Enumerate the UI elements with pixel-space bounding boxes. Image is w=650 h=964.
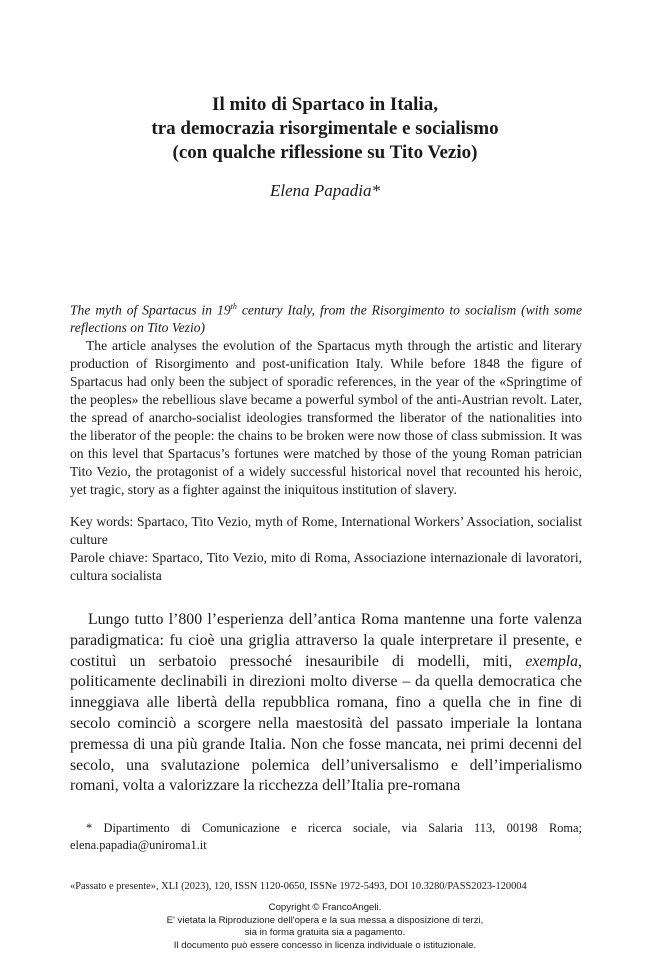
author-name: Elena Papadia* [269,181,380,200]
english-title-superscript: th [230,302,237,311]
footnote-text: * Dipartimento di Comunicazione e ricerca sociale, via Salaria 113, 00198 Roma; elena.papadia@uniroma1.it [70,821,582,852]
english-title [70,298,582,337]
keywords-italian: Parole chiave: Spartaco, Tito Vezio, mito di Roma, Associazione internazionale di lavoratori, cultura socialista [70,549,582,583]
footnote [70,820,582,854]
copyright-notice [60,902,590,952]
journal-citation: «Passato e presente», XLI (2023), 120, ISSN 1120-0650, ISSNe 1972-5493, DOI 10.3280/PASS2023-120004 [70,881,527,892]
body-text-part: Lungo tutto l’800 l’esperienza dell’antica Roma mantenne una forte valenza paradigmatica: fu cioè una griglia attraverso la quale interpretare il presente, e costituì un serbatoio pressoché inesauribile di modelli, miti, [70,611,582,670]
body-paragraph [70,610,582,797]
abstract [70,298,582,499]
english-title-part: The myth of Spartacus in 19 [70,302,231,318]
copyright-line: E' vietata la Riproduzione dell'opera e la sua messa a disposizione di terzi, [166,914,484,926]
body-emphasis: exempla [525,652,579,670]
abstract-text: The article analyses the evolution of the Spartacus myth through the artistic and literary production of Risorgimento and post-unification Italy. While before 1848 the figure of Spartacus had only been the subject of sporadic references, in the year of the «Springtime of the peoples» the rebellious slave became a powerful symbol of the anti-Austrian revolt. Later, the spread of anarcho-socialist ideologies transformed the liberator of the nationalities into the liberator of the people: the chains to be broken were now those of class submission. It was on this level that Spartacus’s fortunes were matched by those of the young Roman patrician Tito Vezio, the protagonist of a widely successful historical novel that recounted his heroic, yet tragic, story as a fighter against the iniquitous institution of slavery. [70,338,582,497]
body-text [70,610,582,797]
title-line: (con qualche riflessione su Tito Vezio) [172,142,478,163]
copyright-line: sia in forma gratuita sia a pagamento. [244,927,406,939]
article-title [60,93,590,165]
body-text-part: , politicamente declinabili in direzioni molto diverse – da quella democratica che inneggiava alle libertà della repubblica romana, fino a quella che in fine di secolo cominciò a scorgere nella maestosità del passato imperiale la lontana premessa di una più grande Italia. Non che fosse mancata, nei primi decenni del secolo, una svalutazione polemica dell’universalismo e dell’imperialismo romani, volta a valorizzare la ricchezza dell’Italia pre-romana [70,652,582,795]
english-title-part: century Italy, from the Risorgimento to socialism (with some reflections on Tito Vezio) [70,302,582,336]
title-line: tra democrazia risorgimentale e socialismo [151,118,499,139]
keywords-block [70,513,582,585]
copyright-line: Il documento può essere concesso in licenza individuale o istituzionale. [173,939,477,951]
copyright-line: Copyright © FrancoAngeli. [268,902,382,913]
keywords-english: Key words: Spartaco, Tito Vezio, myth of Rome, International Workers’ Association, socialist culture [70,514,582,547]
title-line: Il mito di Spartaco in Italia, [212,94,438,115]
